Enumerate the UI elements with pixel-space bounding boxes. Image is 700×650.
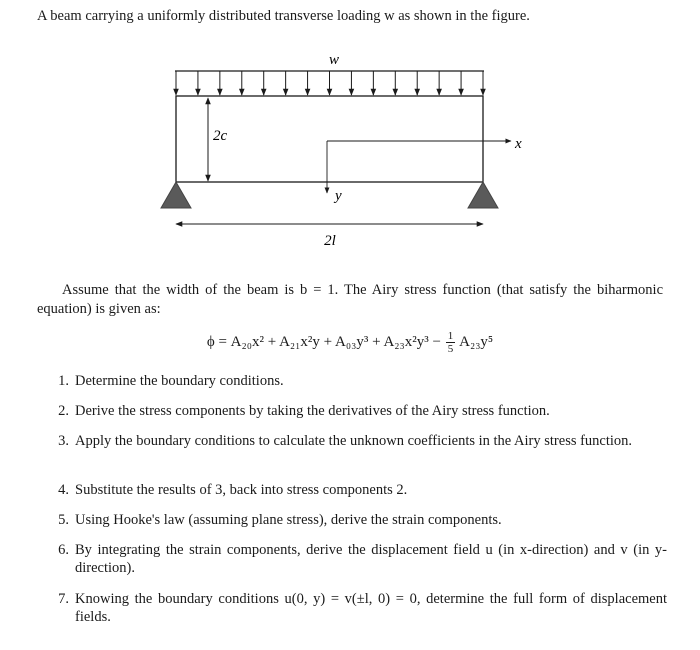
load-label: w xyxy=(328,52,340,68)
fraction-denominator: 5 xyxy=(447,343,454,355)
task-item: 3. Apply the boundary conditions to calculate the unknown coefficients in the Airy stress function. xyxy=(58,433,633,449)
height-label: 2c xyxy=(213,128,228,144)
task-item: 4. Substitute the results of 3, back into stress components 2. xyxy=(58,482,408,498)
task-item: 5. Using Hooke's law (assuming plane stress), derive the strain components. xyxy=(58,512,502,528)
equation-fraction xyxy=(446,330,456,355)
task-item: 6. By integrating the strain components, derive the displacement field u (in x-direction) and v (in y-direction). xyxy=(58,542,667,576)
distributed-load xyxy=(175,71,484,95)
task-item: 7. Knowing the boundary conditions u(0, y) = v(±l, 0) = 0, determine the full form of displacement fields. xyxy=(58,591,667,625)
y-axis-label: y xyxy=(335,188,342,204)
airy-stress-function xyxy=(0,330,700,355)
assumption-text: Assume that the width of the beam is b = 1. The Airy stress function (that satisfy the biharmonic equation) is given as: xyxy=(37,282,663,317)
problem-intro: A beam carrying a uniformly distributed transverse loading w as shown in the figure. xyxy=(37,8,530,24)
equation-lhs: ϕ = A₂₀x² + A₂₁x²y + A₀₃y³ + A₂₃x²y³ − xyxy=(206,333,441,350)
length-label: 2l xyxy=(324,233,336,249)
fraction-numerator: 1 xyxy=(447,330,454,342)
left-support xyxy=(161,182,191,208)
x-axis-label: x xyxy=(515,136,522,152)
beam-figure xyxy=(0,40,700,255)
right-support xyxy=(468,182,498,208)
task-item: 2. Derive the stress components by taking the derivatives of the Airy stress function. xyxy=(58,403,550,419)
equation-rhs: A₂₃y⁵ xyxy=(459,333,494,350)
task-item: 1. Determine the boundary conditions. xyxy=(58,373,284,389)
